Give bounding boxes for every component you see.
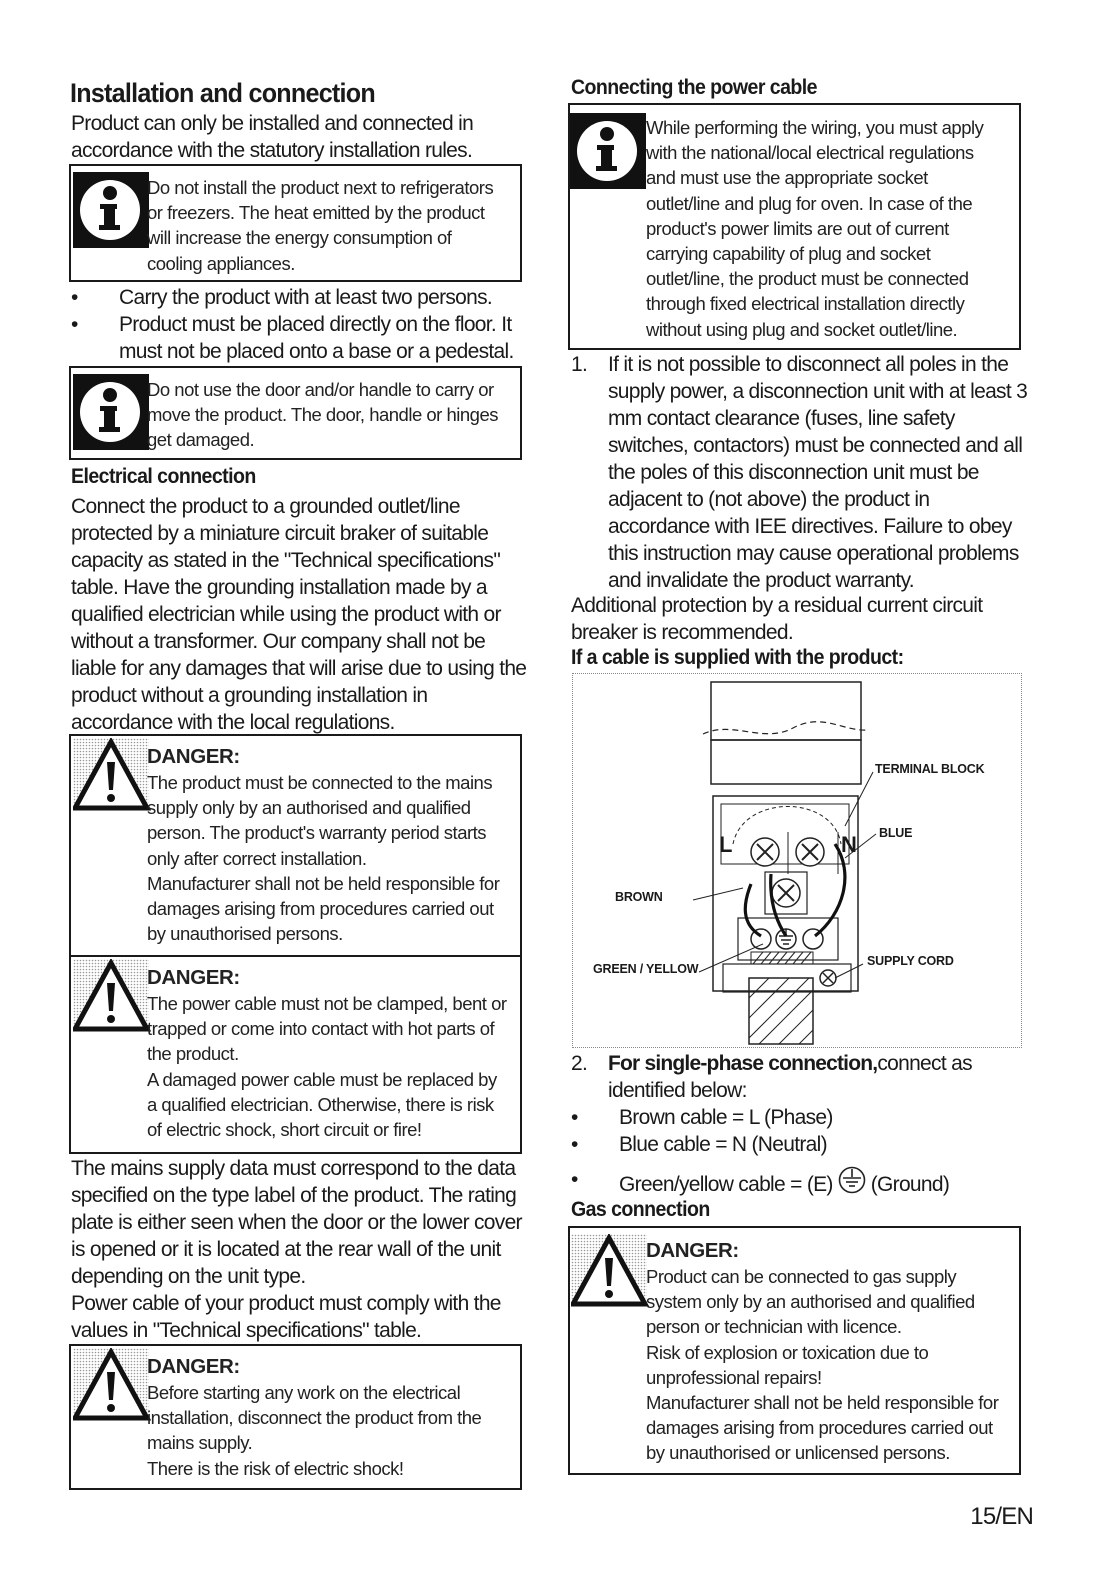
danger-text: DANGER: The product must be connected to the mains supply only by an authorised and qualified person. The product's warranty period starts only after correct installation. Manufacturer shall not be held responsible for damages arising from procedures carried out by unauthorised persons.	[147, 745, 500, 945]
info-icon	[570, 113, 646, 189]
danger-title: DANGER:	[147, 1355, 240, 1378]
danger-title: DANGER:	[147, 966, 240, 989]
danger-text: DANGER: Before starting any work on the electrical installation, disconnect the product from the mains supply. There is the risk of electric shock!	[147, 1355, 482, 1479]
gas-connection-heading: Gas connection	[571, 1198, 710, 1221]
label-brown: BROWN	[615, 890, 663, 904]
page-title: Installation and connection	[70, 78, 375, 108]
danger-text: DANGER: The power cable must not be clamped, bent or trapped or come into contact with hot parts of the product. A damaged power cable must be replaced by a qualified electrician. Otherwise, there is risk of electric shock, short circuit or fire!	[147, 966, 507, 1141]
info-icon	[73, 374, 149, 450]
danger-box-power-cable	[69, 955, 522, 1154]
warning-triangle-icon	[73, 959, 151, 1033]
item2-bold: For single-phase connection,	[608, 1052, 878, 1075]
info-note-refrigerators	[69, 164, 522, 282]
danger-box-authorised	[69, 734, 522, 957]
warning-triangle-icon	[73, 1348, 151, 1422]
warning-triangle-icon	[73, 738, 151, 812]
info-icon	[73, 172, 149, 248]
label-blue: BLUE	[879, 826, 913, 840]
numbered-item-1: 1. If it is not possible to disconnect all poles in the supply power, a disconnection unit with at least 3 mm contact clearance (fuses, line safety switches, contactors) must be connected and all the poles of this disconnection unit must be adjacent to (not above) the product in accordance with IEE directives. Failure to obey this instruction may cause operational problems and invalidate the product warranty.	[571, 353, 1028, 592]
danger-box-electric-shock	[69, 1344, 522, 1490]
ground-icon	[837, 1166, 867, 1201]
info-note-wiring	[568, 103, 1021, 350]
danger-title: DANGER:	[147, 745, 240, 768]
label-terminal-block: TERMINAL BLOCK	[875, 762, 985, 776]
mains-supply-text: The mains supply data must correspond to the data specified on the type label of the product. The rating plate is either seen when the door or the lower cover is opened or it is located at the rear wall of the unit depending on the unit type.	[71, 1157, 522, 1288]
label-n: N	[841, 832, 857, 857]
bullet-list	[71, 284, 521, 365]
cable-supplied-heading: If a cable is supplied with the product:	[571, 646, 904, 669]
list-item: • Brown cable = L (Phase)	[571, 1106, 833, 1129]
electrical-connection-text: Connect the product to a grounded outlet/line protected by a miniature circuit braker of suitable capacity as stated in the "Technical specifications" table. Have the grounding installation made by a qualified electrician while using the product with or without a transformer. Our company shall not be liable for any damages that will arise due to using the product without a grounding installation in accordance with the local regulations.	[71, 495, 527, 734]
item2-rest: connect as identified below:	[608, 1052, 972, 1102]
terminal-block-diagram	[572, 673, 1022, 1048]
list-item: • Carry the product with at least two persons.	[71, 286, 493, 309]
connecting-power-cable-heading: Connecting the power cable	[571, 76, 817, 99]
intro-text: Product can only be installed and connected in accordance with the statutory installation rules.	[71, 112, 474, 162]
note-text: While performing the wiring, you must apply with the national/local electrical regulations and must use the appropriate socket outlet/line and plug for oven. In case of the product's power limits are out of current carrying capability of plug and socket outlet/line, the product must be connected through fixed electrical installation directly without using plug and socket outlet/line.	[646, 117, 984, 340]
rcd-text: Additional protection by a residual current circuit breaker is recommended.	[571, 594, 983, 644]
danger-text: DANGER: Product can be connected to gas supply system only by an authorised and qualified person or technician with licence. Risk of explosion or toxication due to unprofessional repairs! Manufacturer shall not be held responsible for damages arising from procedures carried out by unauthorised or unlicensed persons.	[646, 1239, 999, 1464]
electrical-connection-heading: Electrical connection	[71, 465, 256, 488]
list-item: • Green/yellow cable = (E) (Ground)	[571, 1166, 1021, 1201]
page-number: 15/EN	[970, 1503, 1033, 1530]
power-cable-text: Power cable of your product must comply with the values in "Technical specifications" table.	[71, 1292, 501, 1342]
list-item: • Product must be placed directly on the floor. It must not be placed onto a base or a pedestal.	[71, 313, 514, 363]
warning-triangle-icon	[571, 1234, 649, 1308]
numbered-item-2: 2. For single-phase connection,connect as identified below:	[571, 1052, 972, 1102]
wiring-diagram	[573, 674, 1023, 1049]
note-text: Do not use the door and/or handle to carry or move the product. The door, handle or hinges get damaged.	[147, 379, 498, 451]
list-item: • Blue cable = N (Neutral)	[571, 1133, 827, 1156]
note-text: Do not install the product next to refrigerators or freezers. The heat emitted by the product will increase the energy consumption of cooling appliances.	[147, 177, 494, 274]
info-note-door	[69, 366, 522, 460]
label-l: L	[719, 832, 733, 857]
label-supply-cord: SUPPLY CORD	[867, 954, 954, 968]
label-green-yellow: GREEN / YELLOW	[593, 962, 699, 976]
wire-list	[571, 1104, 1021, 1201]
danger-box-gas	[568, 1226, 1021, 1475]
danger-title: DANGER:	[646, 1239, 739, 1262]
